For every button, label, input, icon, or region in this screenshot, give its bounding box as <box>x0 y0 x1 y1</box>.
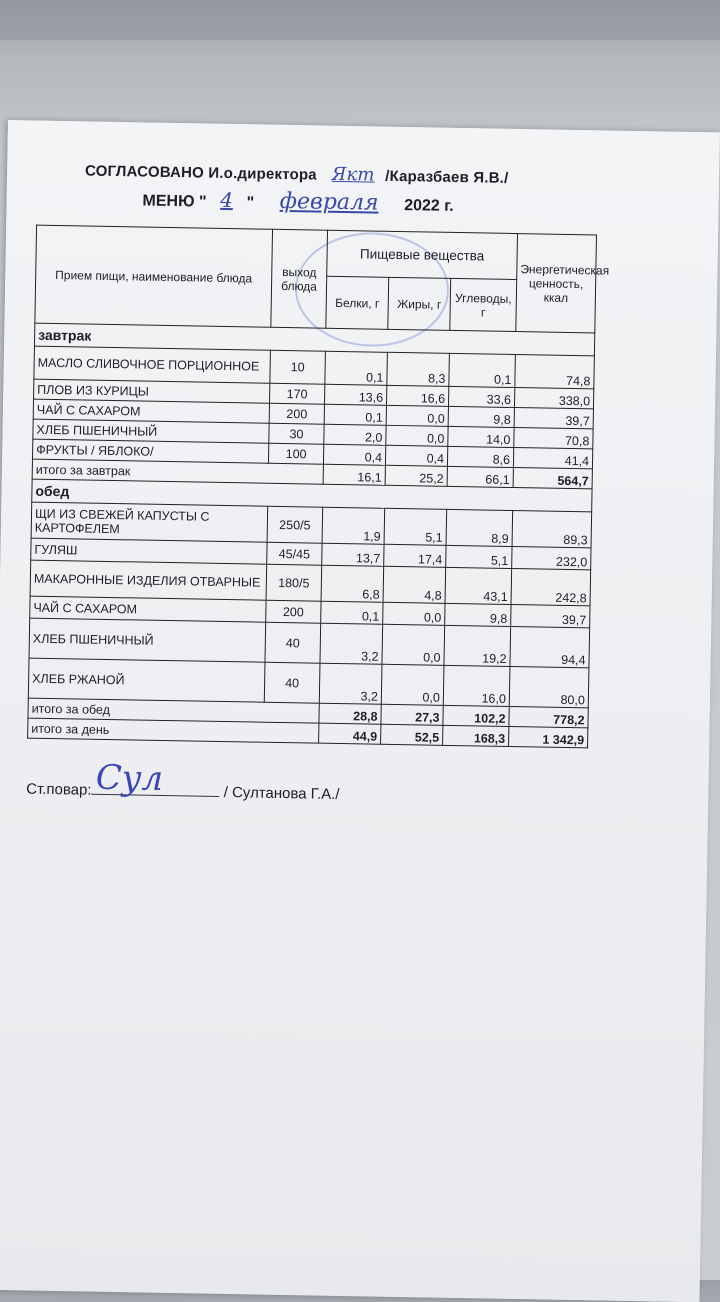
protein-total: 28,8 <box>319 703 381 724</box>
carbs-value: 33,6 <box>448 386 514 407</box>
header-nutrients: Пищевые вещества <box>327 230 518 279</box>
energy-value: 242,8 <box>511 569 591 606</box>
dish-output: 250/5 <box>267 506 323 543</box>
carbs-total: 168,3 <box>443 725 509 746</box>
protein-value: 3,2 <box>320 623 383 664</box>
menu-month: февраля <box>279 188 379 216</box>
total-label: итого за обед <box>28 698 319 723</box>
section-breakfast: завтрак <box>34 323 594 356</box>
header-carbs: Углеводы, г <box>450 278 517 331</box>
dish-name: ЩИ ИЗ СВЕЖЕЙ КАПУСТЫ С КАРТОФЕЛЕМ <box>31 502 268 542</box>
dish-output: 40 <box>264 662 320 703</box>
menu-quote: " <box>246 194 255 212</box>
approval-prefix: СОГЛАСОВАНО И.о.директора <box>84 162 317 184</box>
fat-total: 52,5 <box>381 724 443 745</box>
protein-value: 0,1 <box>324 404 386 425</box>
dish-name: ХЛЕБ ПШЕНИЧНЫЙ <box>33 419 269 443</box>
carbs-value: 43,1 <box>445 567 512 604</box>
protein-value: 3,2 <box>319 663 382 704</box>
dish-name: МАКАРОННЫЕ ИЗДЕЛИЯ ОТВАРНЫЕ <box>30 560 267 600</box>
carbs-value: 5,1 <box>446 545 512 568</box>
dish-output: 40 <box>265 622 321 663</box>
dish-output: 10 <box>270 350 326 384</box>
dish-name: ФРУКТЫ / ЯБЛОКО/ <box>32 439 268 463</box>
dish-name: ХЛЕБ РЖАНОЙ <box>28 658 265 702</box>
fat-value: 8,3 <box>387 352 450 386</box>
fat-value: 5,1 <box>384 508 447 545</box>
fat-value: 0,0 <box>382 624 445 665</box>
dish-name: ЧАЙ С САХАРОМ <box>30 596 266 622</box>
fat-total: 27,3 <box>381 704 443 725</box>
energy-value: 74,8 <box>515 355 595 389</box>
dish-name: ГУЛЯШ <box>31 538 267 564</box>
carbs-total: 102,2 <box>443 705 509 726</box>
approval-line <box>85 160 509 188</box>
fat-value: 0,4 <box>385 445 447 466</box>
protein-value: 13,6 <box>324 384 386 405</box>
carbs-value: 19,2 <box>444 625 511 666</box>
menu-title <box>142 187 454 217</box>
menu-year: 2022 г. <box>404 197 454 215</box>
protein-value: 0,1 <box>321 601 383 624</box>
dish-name: ХЛЕБ ПШЕНИЧНЫЙ <box>29 618 266 662</box>
energy-value: 39,7 <box>511 605 590 628</box>
header-protein: Белки, г <box>326 276 389 329</box>
energy-value: 39,7 <box>514 408 593 429</box>
energy-total: 1 342,9 <box>509 726 588 747</box>
fat-value: 0,0 <box>381 664 444 705</box>
carbs-total: 66,1 <box>447 466 513 487</box>
protein-total: 16,1 <box>323 464 385 485</box>
protein-value: 1,9 <box>322 507 385 544</box>
director-signature: Якт <box>331 163 375 186</box>
carbs-value: 8,9 <box>446 509 513 546</box>
fat-value: 17,4 <box>384 544 446 567</box>
energy-value: 70,8 <box>514 428 593 449</box>
cook-signature: Сул <box>95 757 164 799</box>
energy-value: 41,4 <box>513 448 592 469</box>
menu-table <box>27 225 610 749</box>
energy-value: 89,3 <box>512 511 592 548</box>
protein-value: 13,7 <box>322 543 384 566</box>
dish-name: ЧАЙ С САХАРОМ <box>33 399 269 423</box>
fat-value: 0,0 <box>386 405 448 426</box>
header-energy: Энергетическая ценность, ккал <box>516 234 597 333</box>
energy-total: 778,2 <box>509 706 588 727</box>
header-output: выход блюда <box>271 229 328 328</box>
signature-line <box>91 757 219 799</box>
menu-day: 4 <box>220 187 234 213</box>
fat-value: 4,8 <box>383 566 446 603</box>
carbs-value: 16,0 <box>443 665 510 706</box>
protein-value: 0,4 <box>323 444 385 465</box>
dish-name: МАСЛО СЛИВОЧНОЕ ПОРЦИОННОЕ <box>34 346 271 383</box>
dish-output: 45/45 <box>267 542 322 565</box>
carbs-value: 9,8 <box>445 603 511 626</box>
total-label: итого за завтрак <box>32 459 323 484</box>
fat-value: 0,0 <box>383 602 445 625</box>
dish-output: 100 <box>268 443 323 464</box>
energy-value: 94,4 <box>510 627 590 668</box>
fat-value: 0,0 <box>386 425 448 446</box>
fat-value: 16,6 <box>386 385 448 406</box>
carbs-value: 0,1 <box>449 353 516 387</box>
energy-value: 232,0 <box>512 547 591 570</box>
cook-label: Ст.повар: <box>26 780 92 799</box>
energy-total: 564,7 <box>513 468 592 489</box>
section-lunch: обед <box>32 479 592 512</box>
dish-output: 180/5 <box>266 564 322 601</box>
menu-label: МЕНЮ " <box>142 192 207 211</box>
dish-output: 170 <box>270 383 325 404</box>
director-name: /Каразбаев Я.В./ <box>385 167 509 187</box>
protein-value: 6,8 <box>321 565 384 602</box>
dish-output: 200 <box>266 600 321 623</box>
dish-name: ПЛОВ ИЗ КУРИЦЫ <box>34 379 270 403</box>
energy-value: 338,0 <box>514 388 593 409</box>
protein-value: 2,0 <box>324 424 386 445</box>
cook-name: / Султанова Г.А./ <box>223 784 340 804</box>
protein-total: 44,9 <box>319 723 381 744</box>
dish-output: 30 <box>269 423 324 444</box>
carbs-value: 9,8 <box>448 406 514 427</box>
dish-output: 200 <box>269 403 324 424</box>
header-dish: Прием пищи, наименование блюда <box>35 225 273 327</box>
fat-total: 25,2 <box>385 465 447 486</box>
protein-value: 0,1 <box>325 351 388 385</box>
header-fat: Жиры, г <box>388 277 451 330</box>
carbs-value: 8,6 <box>447 446 513 467</box>
total-label: итого за день <box>28 718 319 743</box>
carbs-value: 14,0 <box>448 426 514 447</box>
energy-value: 80,0 <box>509 667 589 708</box>
